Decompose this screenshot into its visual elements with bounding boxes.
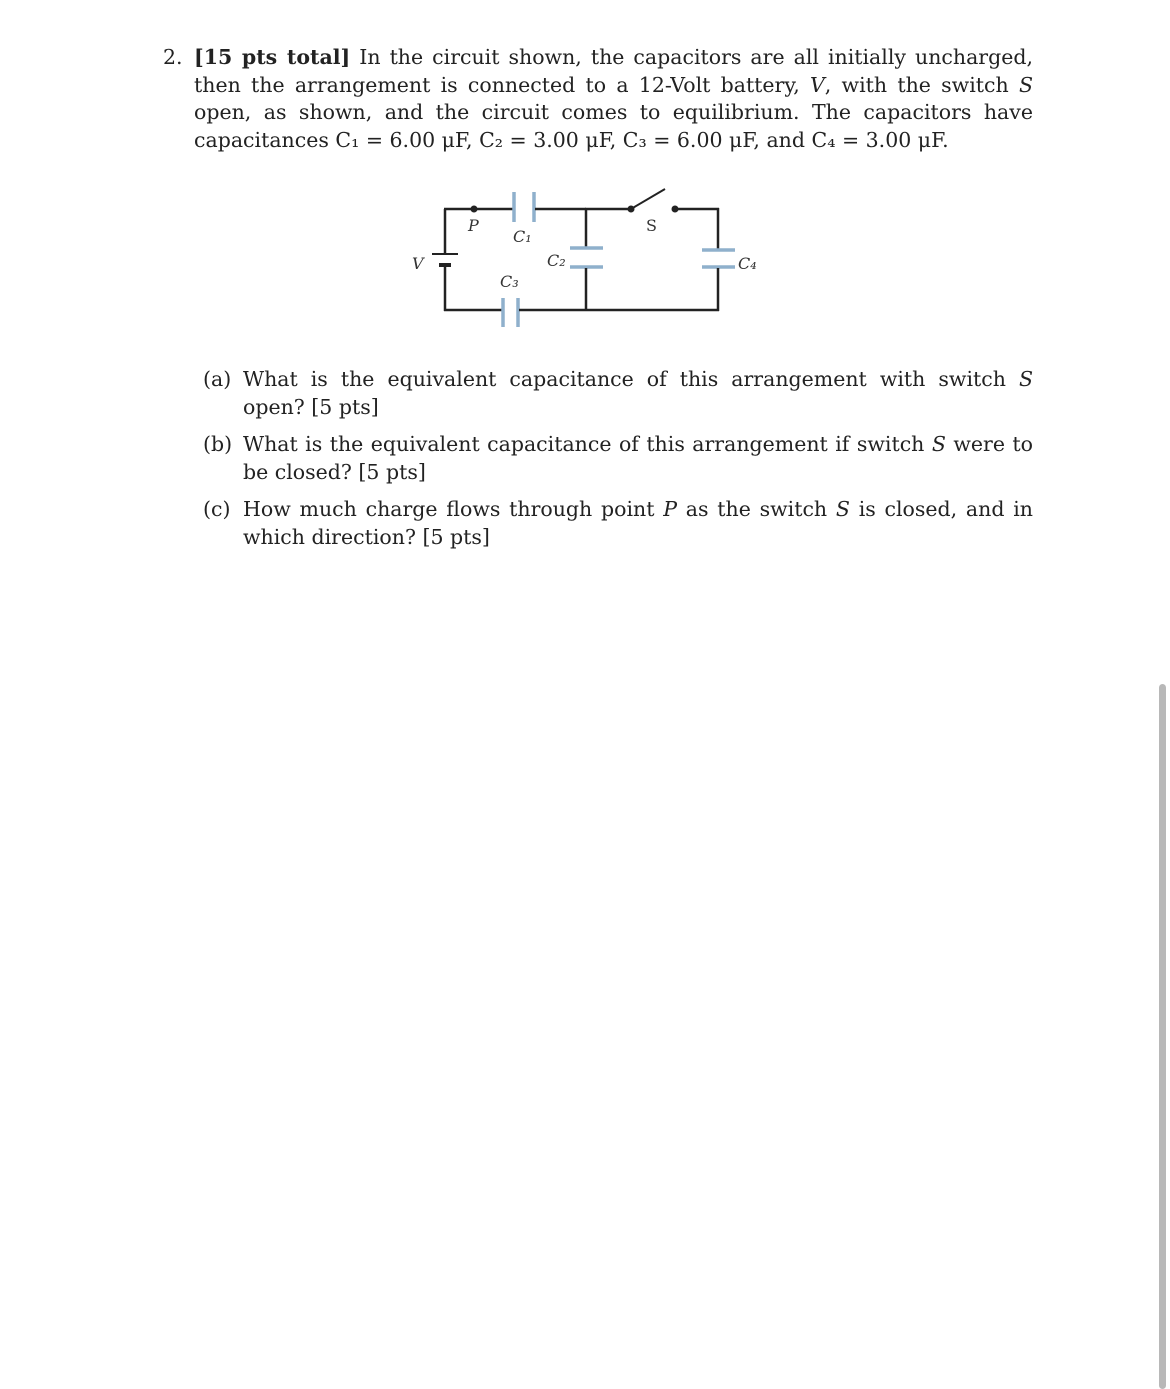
switch-blade — [631, 189, 665, 209]
battery-symbol: V — [809, 72, 825, 97]
label-c3: C₃ — [500, 272, 519, 291]
switch — [628, 189, 679, 213]
c4-value: C₄ = 3.00 μF — [811, 127, 943, 152]
part-c-symbol: P — [663, 497, 678, 521]
label-s: S — [646, 216, 657, 235]
part-c-letter: (c) — [203, 497, 231, 521]
problem-intro — [194, 44, 1033, 154]
label-c2: C₂ — [547, 251, 566, 270]
problem-statement — [163, 44, 1033, 154]
point-p-dot — [471, 206, 478, 213]
part-b-letter: (b) — [203, 432, 233, 456]
question-parts — [203, 366, 1033, 561]
part-c-text-2: as the switch — [677, 497, 836, 521]
separator-2: , — [609, 127, 623, 152]
separator-3: , and — [753, 127, 812, 152]
intro-text-2: , with the switch — [824, 72, 1019, 97]
part-c-text-3: is closed, and in which direction? [5 pts] — [243, 497, 1033, 549]
vertical-scrollbar[interactable] — [1159, 684, 1166, 1389]
part-b-text-2: were to be closed? [5 pts] — [243, 432, 1033, 484]
label-v: V — [412, 254, 424, 273]
question-part-b — [203, 431, 1033, 486]
part-c-symbol-2: S — [835, 497, 850, 521]
circuit-diagram — [395, 180, 775, 330]
intro-text-1: In the circuit shown, the capacitors are all initially uncharged, then the arrangement is connected to a 12-Volt battery, — [194, 45, 1033, 97]
switch-symbol: S — [1018, 72, 1033, 97]
label-c1: C₁ — [513, 227, 532, 246]
label-p: P — [468, 216, 479, 235]
separator-1: , — [466, 127, 480, 152]
c1-value: C₁ = 6.00 μF — [335, 127, 467, 152]
part-a-text-1: What is the equivalent capacitance of this arrangement with switch — [243, 367, 1019, 391]
intro-end: . — [942, 127, 949, 152]
battery — [432, 254, 458, 265]
part-a-text-2: open? [5 pts] — [243, 394, 379, 419]
question-part-c — [203, 496, 1033, 551]
c2-value: C₂ = 3.00 μF — [479, 127, 610, 152]
part-a-letter: (a) — [203, 367, 232, 391]
question-part-a — [203, 366, 1033, 421]
label-c4: C₄ — [738, 254, 757, 273]
part-a-symbol: S — [1018, 367, 1033, 391]
part-c-text-1: How much charge flows through point — [243, 497, 664, 521]
intro-text-3: open, as shown, and the circuit comes to equilibrium. The capacitors have capacitances — [194, 100, 1033, 152]
capacitor-c1 — [514, 192, 534, 222]
problem-number: 2. — [163, 45, 183, 69]
c3-value: C₃ = 6.00 μF — [622, 127, 754, 152]
capacitor-c4 — [702, 250, 735, 267]
capacitor-c3 — [503, 298, 518, 327]
part-b-symbol: S — [931, 432, 946, 456]
capacitor-c2 — [570, 248, 603, 267]
part-b-text-1: What is the equivalent capacitance of this arrangement if switch — [243, 432, 932, 456]
points-label: [15 pts total] — [194, 45, 351, 69]
